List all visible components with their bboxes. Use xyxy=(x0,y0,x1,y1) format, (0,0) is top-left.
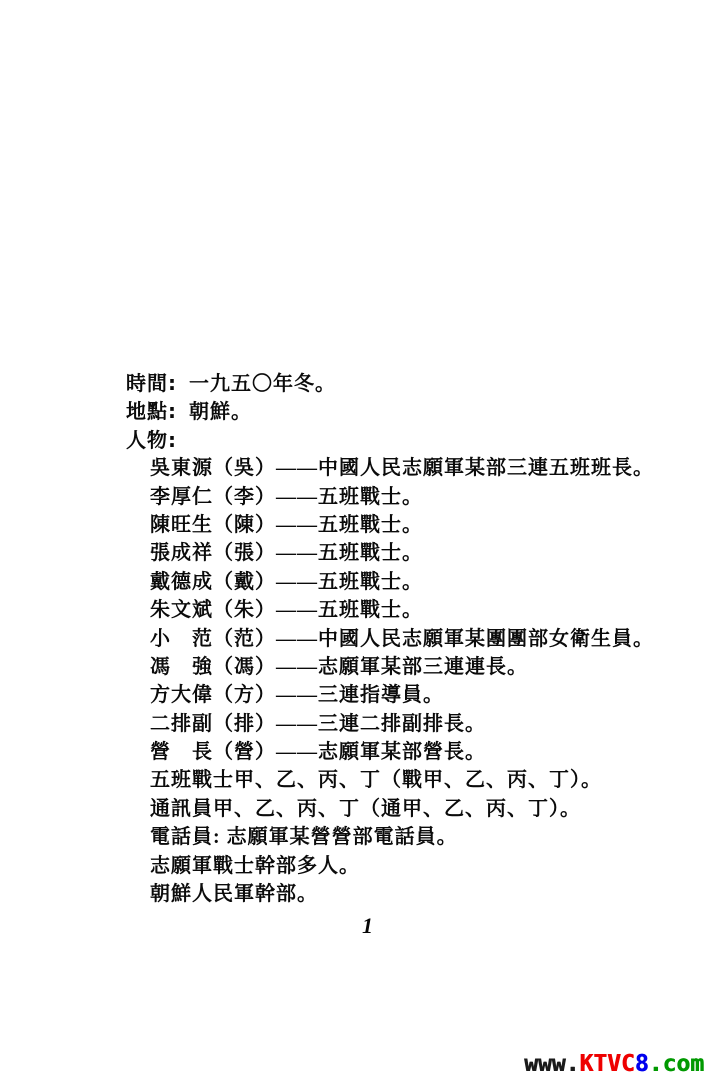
watermark-segment-www: www. xyxy=(523,1051,580,1077)
cast-entry: 二排副（排）——三連二排副排長。 xyxy=(150,712,486,735)
cast-entry: 朝鮮人民軍幹部。 xyxy=(150,883,318,906)
cast-entry: 戴德成（戴）——五班戰士。 xyxy=(150,570,423,593)
time-label: 時間: xyxy=(126,371,177,395)
cast-entry: 小 范（范）——中國人民志願軍某團團部女衛生員。 xyxy=(150,627,654,650)
watermark-segment-8: 8 xyxy=(634,1051,649,1077)
cast-entry: 營 長（營）——志願軍某部營長。 xyxy=(150,741,486,764)
cast-entry: 吳東源（吳）——中國人民志願軍某部三連五班班長。 xyxy=(150,457,654,480)
time-value: 一九五〇年冬。 xyxy=(189,373,336,395)
place-line xyxy=(126,397,596,425)
script-front-matter xyxy=(126,369,654,908)
place-value: 朝鮮。 xyxy=(189,401,252,424)
cast-entry: 朱文斌（朱）——五班戰士。 xyxy=(150,599,423,622)
cast-entry: 通訊員甲、乙、丙、丁（通甲、乙、丙、丁）。 xyxy=(150,797,581,820)
watermark-segment-ktvc: KTVC xyxy=(579,1051,635,1077)
cast-entry: 五班戰士甲、乙、丙、丁（戰甲、乙、丙、丁）。 xyxy=(150,769,602,792)
watermark-segment-com: .com xyxy=(648,1051,704,1077)
watermark xyxy=(524,1051,704,1077)
cast-entry: 馮 強（馮）——志願軍某部三連連長。 xyxy=(150,655,528,678)
cast-entry: 志願軍戰士幹部多人。 xyxy=(150,854,360,877)
cast-heading-line xyxy=(126,426,596,454)
cast-entry: 李厚仁（李）——五班戰士。 xyxy=(150,485,423,508)
cast-entry: 張成祥（張）——五班戰士。 xyxy=(150,542,423,565)
time-line xyxy=(126,369,596,397)
cast-entry: 電話員: 志願軍某營營部電話員。 xyxy=(150,826,458,849)
page-number: 1 xyxy=(362,913,373,938)
cast-entry: 方大偉（方）——三連指導員。 xyxy=(150,684,444,707)
place-label: 地點: xyxy=(126,399,177,424)
cast-heading-label: 人物: xyxy=(126,427,177,452)
cast-entry: 陳旺生（陳）——五班戰士。 xyxy=(150,513,423,536)
